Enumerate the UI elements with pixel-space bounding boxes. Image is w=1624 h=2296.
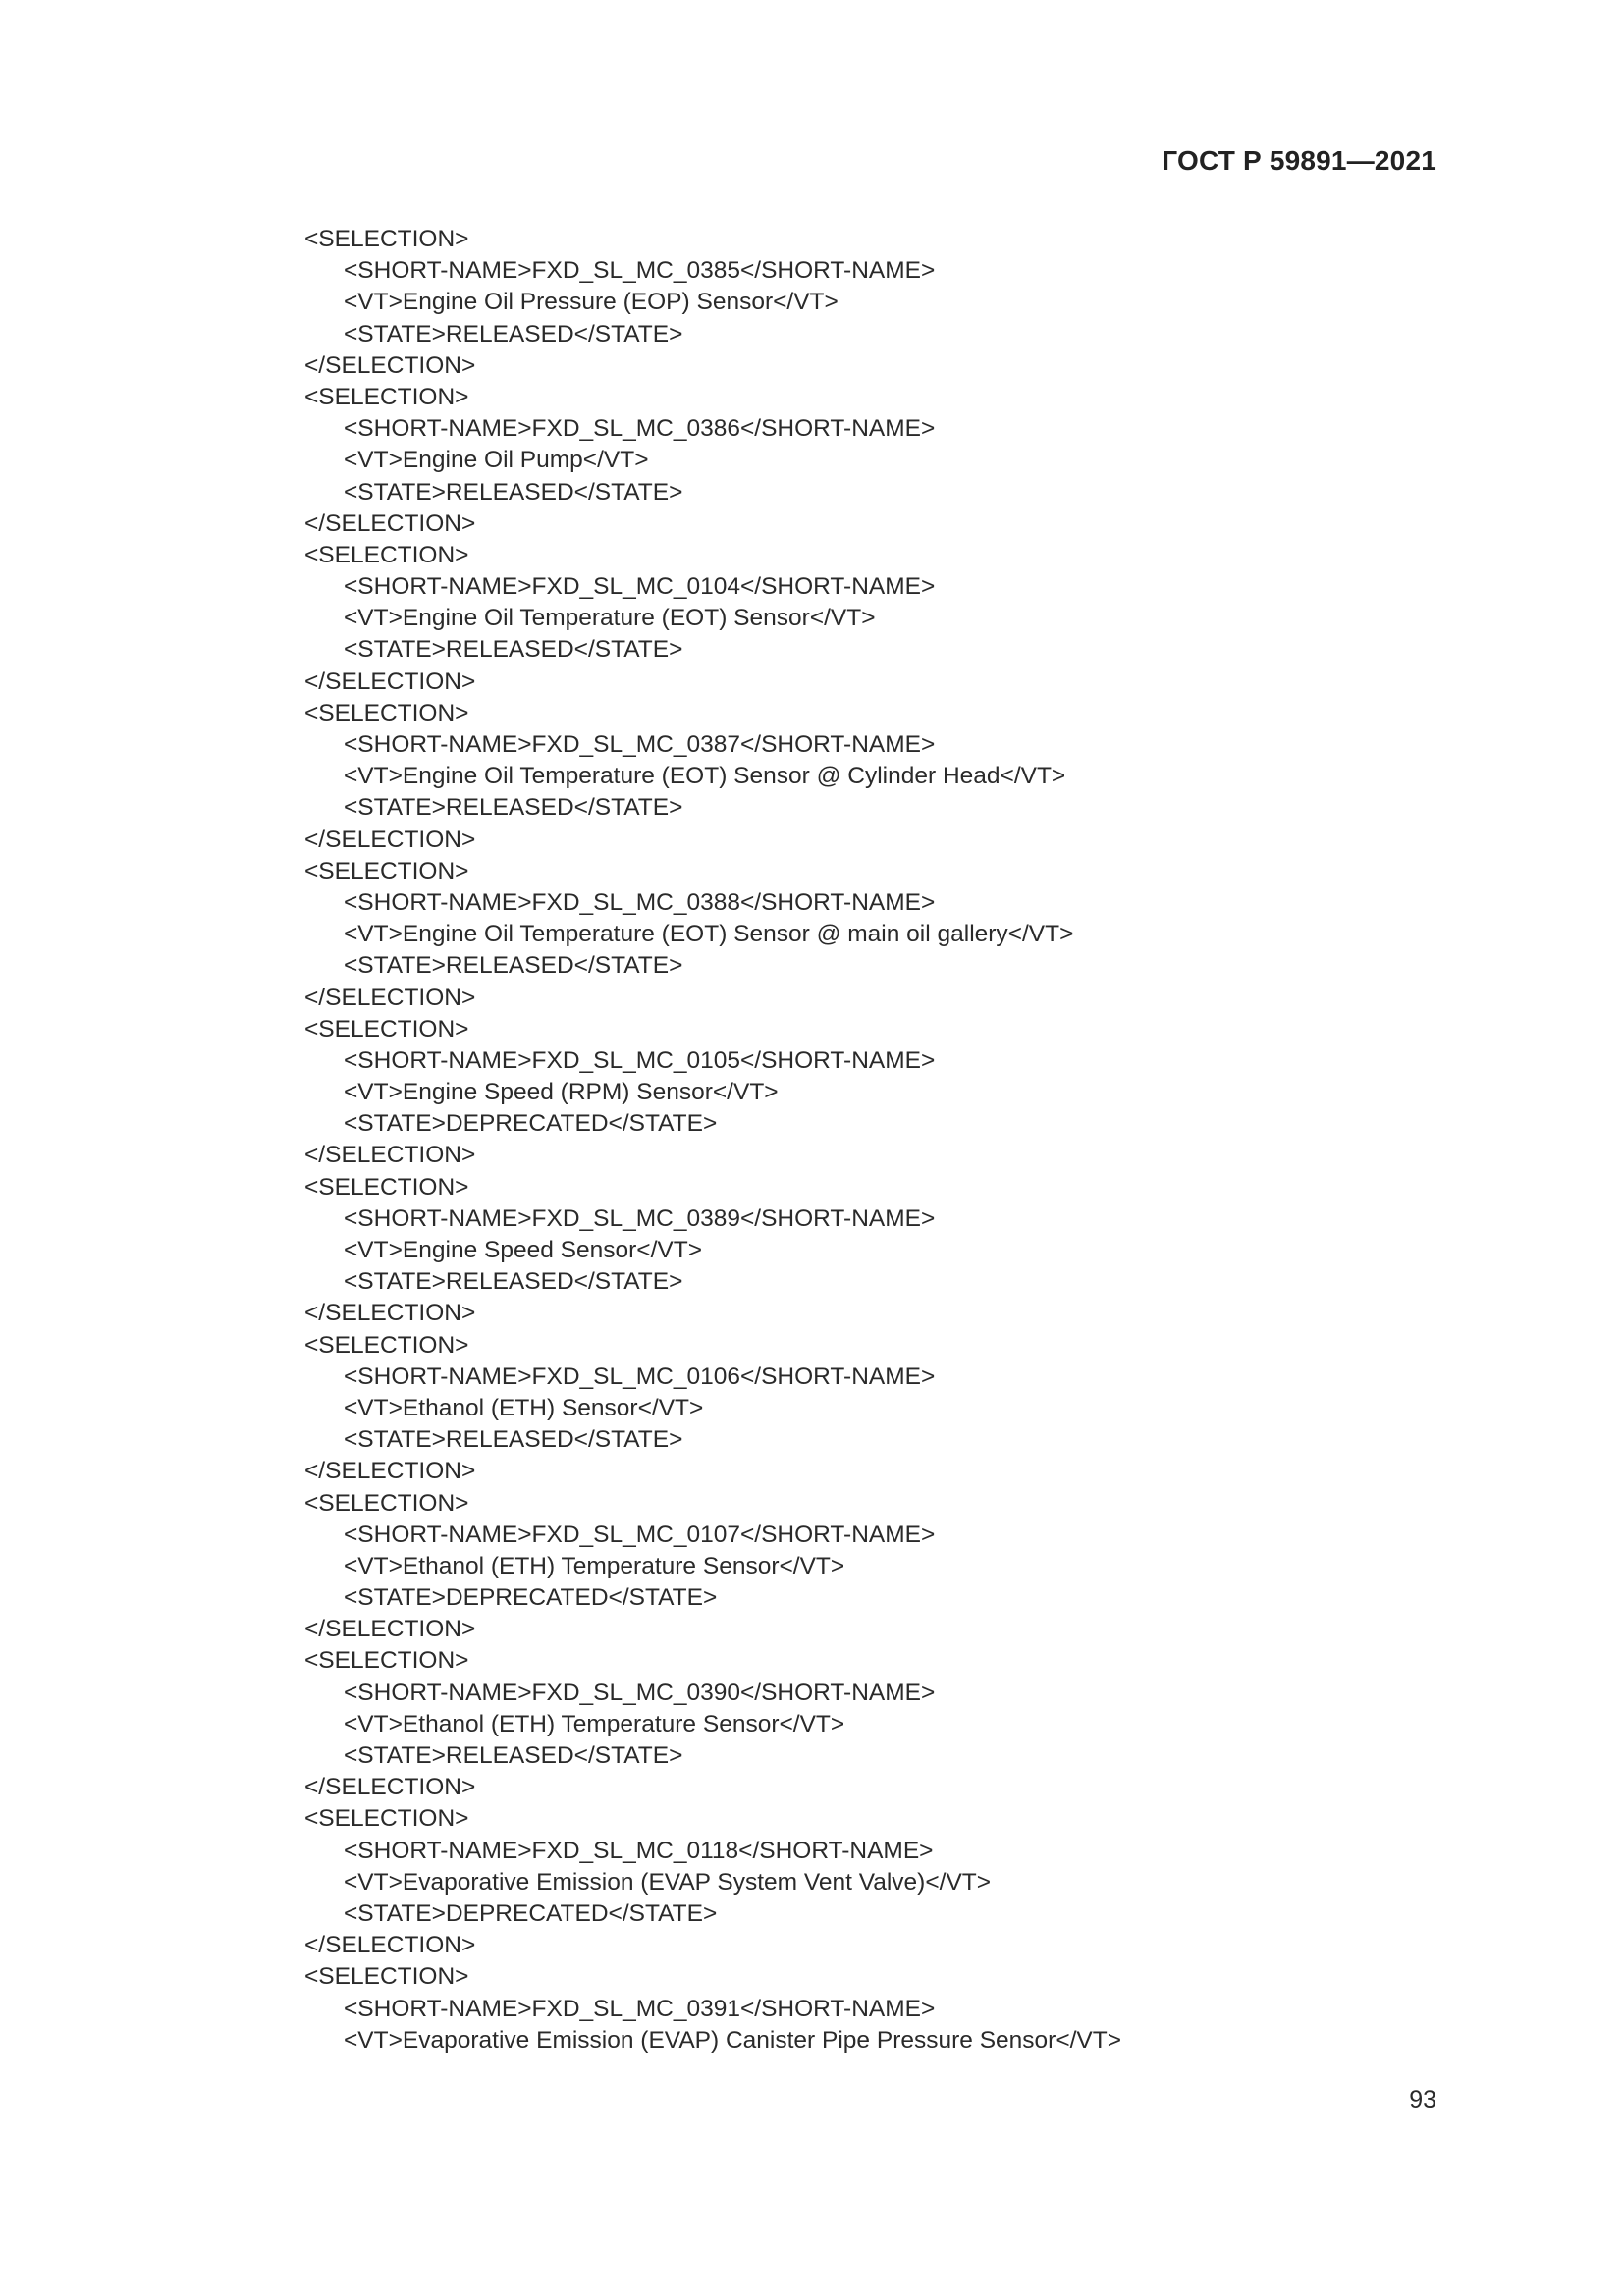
code-line: <SHORT-NAME>FXD_SL_MC_0385</SHORT-NAME> — [344, 257, 936, 285]
code-line: <SELECTION> — [304, 1647, 469, 1675]
code-line: <SELECTION> — [304, 857, 469, 884]
code-line: <STATE>RELEASED</STATE> — [344, 320, 683, 347]
code-line: <VT>Engine Oil Pressure (EOP) Sensor</VT> — [344, 289, 839, 316]
code-line: <SELECTION> — [304, 1963, 469, 1991]
document-header-standard: ГОСТ Р 59891—2021 — [1162, 145, 1436, 176]
code-line: <SELECTION> — [304, 1489, 469, 1517]
code-line: <SHORT-NAME>FXD_SL_MC_0118</SHORT-NAME> — [344, 1837, 934, 1864]
code-line: </SELECTION> — [304, 1458, 476, 1485]
code-line: </SELECTION> — [304, 1932, 476, 1959]
code-line: <VT>Engine Speed Sensor</VT> — [344, 1237, 703, 1263]
code-line: <SHORT-NAME>FXD_SL_MC_0391</SHORT-NAME> — [344, 1995, 936, 2022]
code-line: </SELECTION> — [304, 351, 476, 379]
code-line: <SELECTION> — [304, 1015, 469, 1042]
code-line: <VT>Evaporative Emission (EVAP) Canister Pipe Pressure Sensor</VT> — [344, 2026, 1122, 2054]
code-line: </SELECTION> — [304, 1142, 476, 1169]
code-line: <SHORT-NAME>FXD_SL_MC_0106</SHORT-NAME> — [344, 1362, 936, 1390]
code-line: <SHORT-NAME>FXD_SL_MC_0386</SHORT-NAME> — [344, 415, 936, 443]
code-line: <SELECTION> — [304, 1173, 469, 1201]
code-line: <VT>Engine Oil Temperature (EOT) Sensor @ main oil gallery</VT> — [344, 921, 1074, 948]
page-number: 93 — [1409, 2086, 1436, 2113]
code-line: <SHORT-NAME>FXD_SL_MC_0389</SHORT-NAME> — [344, 1204, 936, 1232]
code-line: <VT>Engine Oil Temperature (EOT) Sensor @ Cylinder Head</VT> — [344, 763, 1066, 790]
code-line: <VT>Evaporative Emission (EVAP System Vent Valve)</VT> — [344, 1868, 992, 1896]
code-line: <SELECTION> — [304, 226, 469, 252]
code-line: <SHORT-NAME>FXD_SL_MC_0390</SHORT-NAME> — [344, 1679, 936, 1706]
code-line: <SELECTION> — [304, 1805, 469, 1833]
code-line: </SELECTION> — [304, 1300, 476, 1327]
code-line: <SELECTION> — [304, 699, 469, 726]
code-line: </SELECTION> — [304, 1616, 476, 1643]
code-line: <VT>Ethanol (ETH) Temperature Sensor</VT> — [344, 1710, 845, 1737]
code-line: <STATE>RELEASED</STATE> — [344, 1742, 683, 1769]
code-line: <STATE>RELEASED</STATE> — [344, 1426, 683, 1454]
code-line: <SELECTION> — [304, 1331, 469, 1359]
code-line: <STATE>RELEASED</STATE> — [344, 794, 683, 822]
xml-code-block — [304, 224, 1434, 2056]
code-line: <STATE>RELEASED</STATE> — [344, 478, 683, 506]
code-line: <STATE>RELEASED</STATE> — [344, 952, 683, 980]
code-line: <STATE>DEPRECATED</STATE> — [344, 1899, 718, 1927]
code-line: <SHORT-NAME>FXD_SL_MC_0104</SHORT-NAME> — [344, 573, 936, 601]
code-line: <STATE>DEPRECATED</STATE> — [344, 1584, 718, 1612]
code-line: <SHORT-NAME>FXD_SL_MC_0107</SHORT-NAME> — [344, 1521, 936, 1548]
code-line: <SELECTION> — [304, 383, 469, 410]
code-line: <SHORT-NAME>FXD_SL_MC_0387</SHORT-NAME> — [344, 731, 936, 758]
code-line: </SELECTION> — [304, 667, 476, 695]
code-line: <STATE>DEPRECATED</STATE> — [344, 1110, 718, 1138]
code-line: </SELECTION> — [304, 1774, 476, 1801]
code-line: </SELECTION> — [304, 509, 476, 537]
code-line: <SELECTION> — [304, 541, 469, 568]
code-line: <SHORT-NAME>FXD_SL_MC_0388</SHORT-NAME> — [344, 888, 936, 916]
code-line: </SELECTION> — [304, 984, 476, 1011]
code-line: </SELECTION> — [304, 826, 476, 853]
code-line: <STATE>RELEASED</STATE> — [344, 636, 683, 664]
code-line: <STATE>RELEASED</STATE> — [344, 1268, 683, 1296]
code-line: <VT>Engine Oil Pump</VT> — [344, 447, 649, 474]
code-line: <SHORT-NAME>FXD_SL_MC_0105</SHORT-NAME> — [344, 1046, 936, 1074]
code-line: <VT>Ethanol (ETH) Temperature Sensor</VT> — [344, 1552, 845, 1579]
code-line: <VT>Engine Speed (RPM) Sensor</VT> — [344, 1079, 779, 1106]
code-line: <VT>Ethanol (ETH) Sensor</VT> — [344, 1394, 704, 1421]
code-line: <VT>Engine Oil Temperature (EOT) Sensor</VT> — [344, 605, 876, 632]
